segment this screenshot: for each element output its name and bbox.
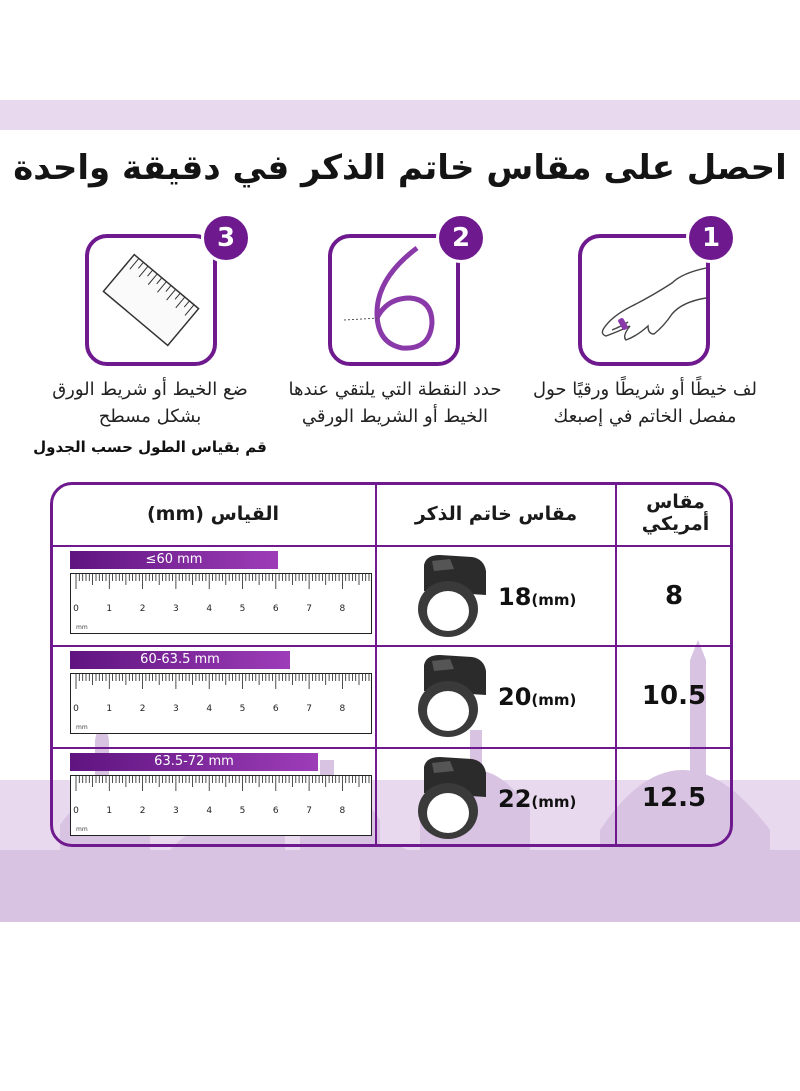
svg-text:mm: mm xyxy=(76,724,88,731)
svg-text:mm: mm xyxy=(76,624,88,631)
step-1-number: 1 xyxy=(686,213,736,263)
ruler-scale xyxy=(70,775,372,837)
svg-text:2: 2 xyxy=(139,806,146,816)
svg-text:5: 5 xyxy=(239,806,246,816)
range-label-bar: 63.5-72 mm xyxy=(70,753,318,771)
svg-text:7: 7 xyxy=(306,704,312,714)
table-divider xyxy=(375,485,377,844)
svg-text:2: 2 xyxy=(139,704,146,714)
range-label-bar: ≤60 mm xyxy=(70,551,278,569)
ring-size-number: 22 xyxy=(498,785,532,813)
svg-text:6: 6 xyxy=(272,806,279,816)
us-size-value: 12.5 xyxy=(641,783,707,813)
thread-loop-icon xyxy=(332,238,456,362)
svg-text:8: 8 xyxy=(339,704,346,714)
svg-text:0: 0 xyxy=(73,704,79,714)
svg-text:3: 3 xyxy=(173,704,179,714)
table-divider xyxy=(53,645,730,647)
svg-text:6: 6 xyxy=(272,704,279,714)
header-measurement: القياس (mm) xyxy=(146,503,280,525)
header-ring-size: مقاس خاتم الذكر xyxy=(414,503,578,525)
svg-text:7: 7 xyxy=(306,806,312,816)
hand-ring-icon xyxy=(582,238,706,362)
ruler-scale xyxy=(70,573,372,635)
svg-text:8: 8 xyxy=(339,806,346,816)
svg-text:1: 1 xyxy=(106,604,113,614)
svg-text:1: 1 xyxy=(106,704,113,714)
ring-size-number: 18 xyxy=(498,583,532,611)
table-divider xyxy=(53,747,730,749)
zikr-ring-icon xyxy=(410,753,490,841)
us-size-value: 10.5 xyxy=(641,681,707,711)
svg-text:0: 0 xyxy=(73,604,79,614)
step-3-note: قم بقياس الطول حسب الجدول xyxy=(33,438,267,456)
header-us-size: مقاس أمريكي xyxy=(641,491,710,535)
svg-text:0: 0 xyxy=(73,806,79,816)
svg-text:6: 6 xyxy=(272,604,279,614)
range-label-bar: 60-63.5 mm xyxy=(70,651,290,669)
ruler-scale xyxy=(70,673,372,735)
ring-size-number: 20 xyxy=(498,683,532,711)
step-2-text: حدد النقطة التي يلتقي عندها الخيط أو الشريط الورقي xyxy=(288,379,502,427)
svg-text:7: 7 xyxy=(306,604,312,614)
svg-text:4: 4 xyxy=(206,704,213,714)
step-2-card xyxy=(328,234,460,366)
svg-text:3: 3 xyxy=(173,806,179,816)
ring-size-value xyxy=(498,583,576,611)
ring-size-unit: (mm) xyxy=(531,691,577,709)
svg-text:3: 3 xyxy=(173,604,179,614)
svg-text:8: 8 xyxy=(339,604,346,614)
step-3-card xyxy=(85,234,217,366)
svg-text:2: 2 xyxy=(139,604,146,614)
ring-size-unit: (mm) xyxy=(531,591,577,609)
zikr-ring-icon xyxy=(410,551,490,639)
ruler-icon xyxy=(89,238,213,362)
step-3-number: 3 xyxy=(201,213,251,263)
step-3-text: ضع الخيط أو شريط الورق بشكل مسطح xyxy=(52,379,248,427)
svg-text:4: 4 xyxy=(206,604,213,614)
svg-text:mm: mm xyxy=(76,826,88,833)
step-1-card xyxy=(578,234,710,366)
svg-text:4: 4 xyxy=(206,806,213,816)
table-divider xyxy=(53,545,730,547)
us-size-value: 8 xyxy=(664,581,684,611)
zikr-ring-icon xyxy=(410,651,490,739)
ring-size-unit: (mm) xyxy=(531,793,577,811)
svg-text:1: 1 xyxy=(106,806,113,816)
page-title: احصل على مقاس خاتم الذكر في دقيقة واحدة xyxy=(13,148,787,188)
svg-text:5: 5 xyxy=(239,704,246,714)
ring-size-value xyxy=(498,785,576,813)
svg-text:5: 5 xyxy=(239,604,246,614)
step-1-text: لف خيطًا أو شريطًا ورقيًا حول مفصل الخاتم في إصبعك xyxy=(533,379,757,427)
ring-size-value xyxy=(498,683,576,711)
step-2-number: 2 xyxy=(436,213,486,263)
